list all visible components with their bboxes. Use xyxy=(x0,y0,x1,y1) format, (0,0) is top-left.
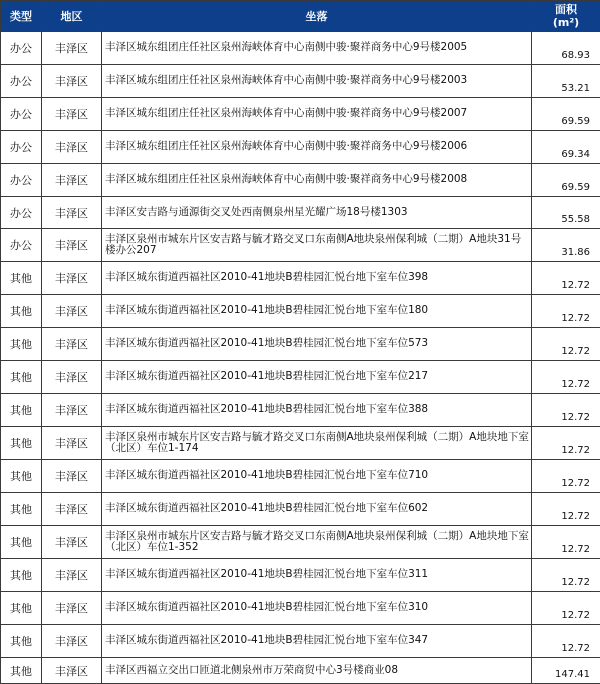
location-cell: 丰泽区城东街道西福社区2010-41地块B碧桂园汇悦台地下室车位573 xyxy=(102,328,532,361)
district-cell: 丰泽区 xyxy=(42,295,102,328)
area-cell: 12.72 xyxy=(532,328,600,361)
location-cell: 丰泽区城东街道西福社区2010-41地块B碧桂园汇悦台地下室车位180 xyxy=(102,295,532,328)
type-cell: 其他 xyxy=(1,559,42,592)
location-cell: 丰泽区城东组团庄任社区泉州海峡体育中心南侧中骏·聚祥商务中心9号楼2007 xyxy=(102,98,532,131)
table-row xyxy=(1,625,600,658)
district-cell: 丰泽区 xyxy=(42,625,102,658)
area-cell: 12.72 xyxy=(532,262,600,295)
table-body xyxy=(1,32,600,684)
area-cell: 69.59 xyxy=(532,164,600,197)
area-cell: 147.41 xyxy=(532,658,600,684)
header-type: 类型 xyxy=(1,1,42,32)
table-row xyxy=(1,460,600,493)
district-cell: 丰泽区 xyxy=(42,658,102,684)
location-cell: 丰泽区城东组团庄任社区泉州海峡体育中心南侧中骏·聚祥商务中心9号楼2003 xyxy=(102,65,532,98)
header-area-unit: (m²) xyxy=(553,16,579,29)
table-row xyxy=(1,658,600,684)
type-cell: 办公 xyxy=(1,197,42,229)
table-row xyxy=(1,164,600,197)
area-cell: 69.34 xyxy=(532,131,600,164)
location-cell: 丰泽区城东街道西福社区2010-41地块B碧桂园汇悦台地下室车位710 xyxy=(102,460,532,493)
type-cell: 其他 xyxy=(1,460,42,493)
type-cell: 其他 xyxy=(1,295,42,328)
location-cell: 丰泽区泉州市城东片区安吉路与毓才路交叉口东南侧A地块泉州保利城（二期）A地块地下室（北区）车位1-174 xyxy=(102,427,532,460)
location-cell: 丰泽区城东街道西福社区2010-41地块B碧桂园汇悦台地下室车位602 xyxy=(102,493,532,526)
header-area xyxy=(532,1,600,32)
district-cell: 丰泽区 xyxy=(42,427,102,460)
area-cell: 53.21 xyxy=(532,65,600,98)
header-row xyxy=(1,1,600,32)
area-cell: 31.86 xyxy=(532,229,600,262)
type-cell: 其他 xyxy=(1,526,42,559)
type-cell: 其他 xyxy=(1,625,42,658)
district-cell: 丰泽区 xyxy=(42,131,102,164)
table-header xyxy=(1,1,600,32)
district-cell: 丰泽区 xyxy=(42,32,102,65)
location-cell: 丰泽区城东街道西福社区2010-41地块B碧桂园汇悦台地下室车位310 xyxy=(102,592,532,625)
location-cell: 丰泽区城东组团庄任社区泉州海峡体育中心南侧中骏·聚祥商务中心9号楼2006 xyxy=(102,131,532,164)
table-row xyxy=(1,131,600,164)
area-cell: 12.72 xyxy=(532,592,600,625)
type-cell: 办公 xyxy=(1,65,42,98)
table-row xyxy=(1,98,600,131)
type-cell: 其他 xyxy=(1,394,42,427)
area-cell: 12.72 xyxy=(532,295,600,328)
location-cell: 丰泽区城东街道西福社区2010-41地块B碧桂园汇悦台地下室车位217 xyxy=(102,361,532,394)
location-cell: 丰泽区城东街道西福社区2010-41地块B碧桂园汇悦台地下室车位311 xyxy=(102,559,532,592)
table-row xyxy=(1,229,600,262)
table-row xyxy=(1,361,600,394)
table-row xyxy=(1,32,600,65)
area-cell: 12.72 xyxy=(532,394,600,427)
type-cell: 其他 xyxy=(1,361,42,394)
district-cell: 丰泽区 xyxy=(42,328,102,361)
location-cell: 丰泽区泉州市城东片区安吉路与毓才路交叉口东南侧A地块泉州保利城（二期）A地块地下室（北区）车位1-352 xyxy=(102,526,532,559)
area-cell: 12.72 xyxy=(532,361,600,394)
type-cell: 其他 xyxy=(1,592,42,625)
type-cell: 办公 xyxy=(1,98,42,131)
type-cell: 其他 xyxy=(1,262,42,295)
header-district: 地区 xyxy=(42,1,102,32)
type-cell: 办公 xyxy=(1,164,42,197)
district-cell: 丰泽区 xyxy=(42,394,102,427)
district-cell: 丰泽区 xyxy=(42,262,102,295)
location-cell: 丰泽区城东街道西福社区2010-41地块B碧桂园汇悦台地下室车位388 xyxy=(102,394,532,427)
header-area-label: 面积 xyxy=(555,3,577,16)
district-cell: 丰泽区 xyxy=(42,65,102,98)
type-cell: 其他 xyxy=(1,658,42,684)
district-cell: 丰泽区 xyxy=(42,526,102,559)
district-cell: 丰泽区 xyxy=(42,361,102,394)
table-row xyxy=(1,394,600,427)
table-row xyxy=(1,493,600,526)
type-cell: 办公 xyxy=(1,32,42,65)
table-row xyxy=(1,592,600,625)
district-cell: 丰泽区 xyxy=(42,229,102,262)
type-cell: 其他 xyxy=(1,493,42,526)
area-cell: 12.72 xyxy=(532,526,600,559)
area-cell: 12.72 xyxy=(532,625,600,658)
area-cell: 12.72 xyxy=(532,493,600,526)
location-cell: 丰泽区城东组团庄任社区泉州海峡体育中心南侧中骏·聚祥商务中心9号楼2005 xyxy=(102,32,532,65)
location-cell: 丰泽区城东组团庄任社区泉州海峡体育中心南侧中骏·聚祥商务中心9号楼2008 xyxy=(102,164,532,197)
table-row xyxy=(1,295,600,328)
district-cell: 丰泽区 xyxy=(42,197,102,229)
district-cell: 丰泽区 xyxy=(42,493,102,526)
table-row xyxy=(1,526,600,559)
location-cell: 丰泽区泉州市城东片区安吉路与毓才路交叉口东南侧A地块泉州保利城（二期）A地块31号楼办公207 xyxy=(102,229,532,262)
table-row xyxy=(1,197,600,229)
area-cell: 68.93 xyxy=(532,32,600,65)
area-cell: 12.72 xyxy=(532,460,600,493)
area-cell: 12.72 xyxy=(532,427,600,460)
area-cell: 55.58 xyxy=(532,197,600,229)
location-cell: 丰泽区城东街道西福社区2010-41地块B碧桂园汇悦台地下室车位347 xyxy=(102,625,532,658)
table-row xyxy=(1,262,600,295)
district-cell: 丰泽区 xyxy=(42,460,102,493)
table-row xyxy=(1,559,600,592)
table-row xyxy=(1,65,600,98)
area-cell: 12.72 xyxy=(532,559,600,592)
type-cell: 其他 xyxy=(1,427,42,460)
type-cell: 办公 xyxy=(1,229,42,262)
district-cell: 丰泽区 xyxy=(42,164,102,197)
location-cell: 丰泽区西福立交出口匝道北侧泉州市万荣商贸中心3号楼商业08 xyxy=(102,658,532,684)
area-cell: 69.59 xyxy=(532,98,600,131)
header-location: 坐落 xyxy=(102,1,532,32)
location-cell: 丰泽区城东街道西福社区2010-41地块B碧桂园汇悦台地下室车位398 xyxy=(102,262,532,295)
table-row xyxy=(1,427,600,460)
district-cell: 丰泽区 xyxy=(42,592,102,625)
district-cell: 丰泽区 xyxy=(42,98,102,131)
type-cell: 办公 xyxy=(1,131,42,164)
type-cell: 其他 xyxy=(1,328,42,361)
location-cell: 丰泽区安吉路与通源街交叉处西南侧泉州星光耀广场18号楼1303 xyxy=(102,197,532,229)
district-cell: 丰泽区 xyxy=(42,559,102,592)
table-row xyxy=(1,328,600,361)
